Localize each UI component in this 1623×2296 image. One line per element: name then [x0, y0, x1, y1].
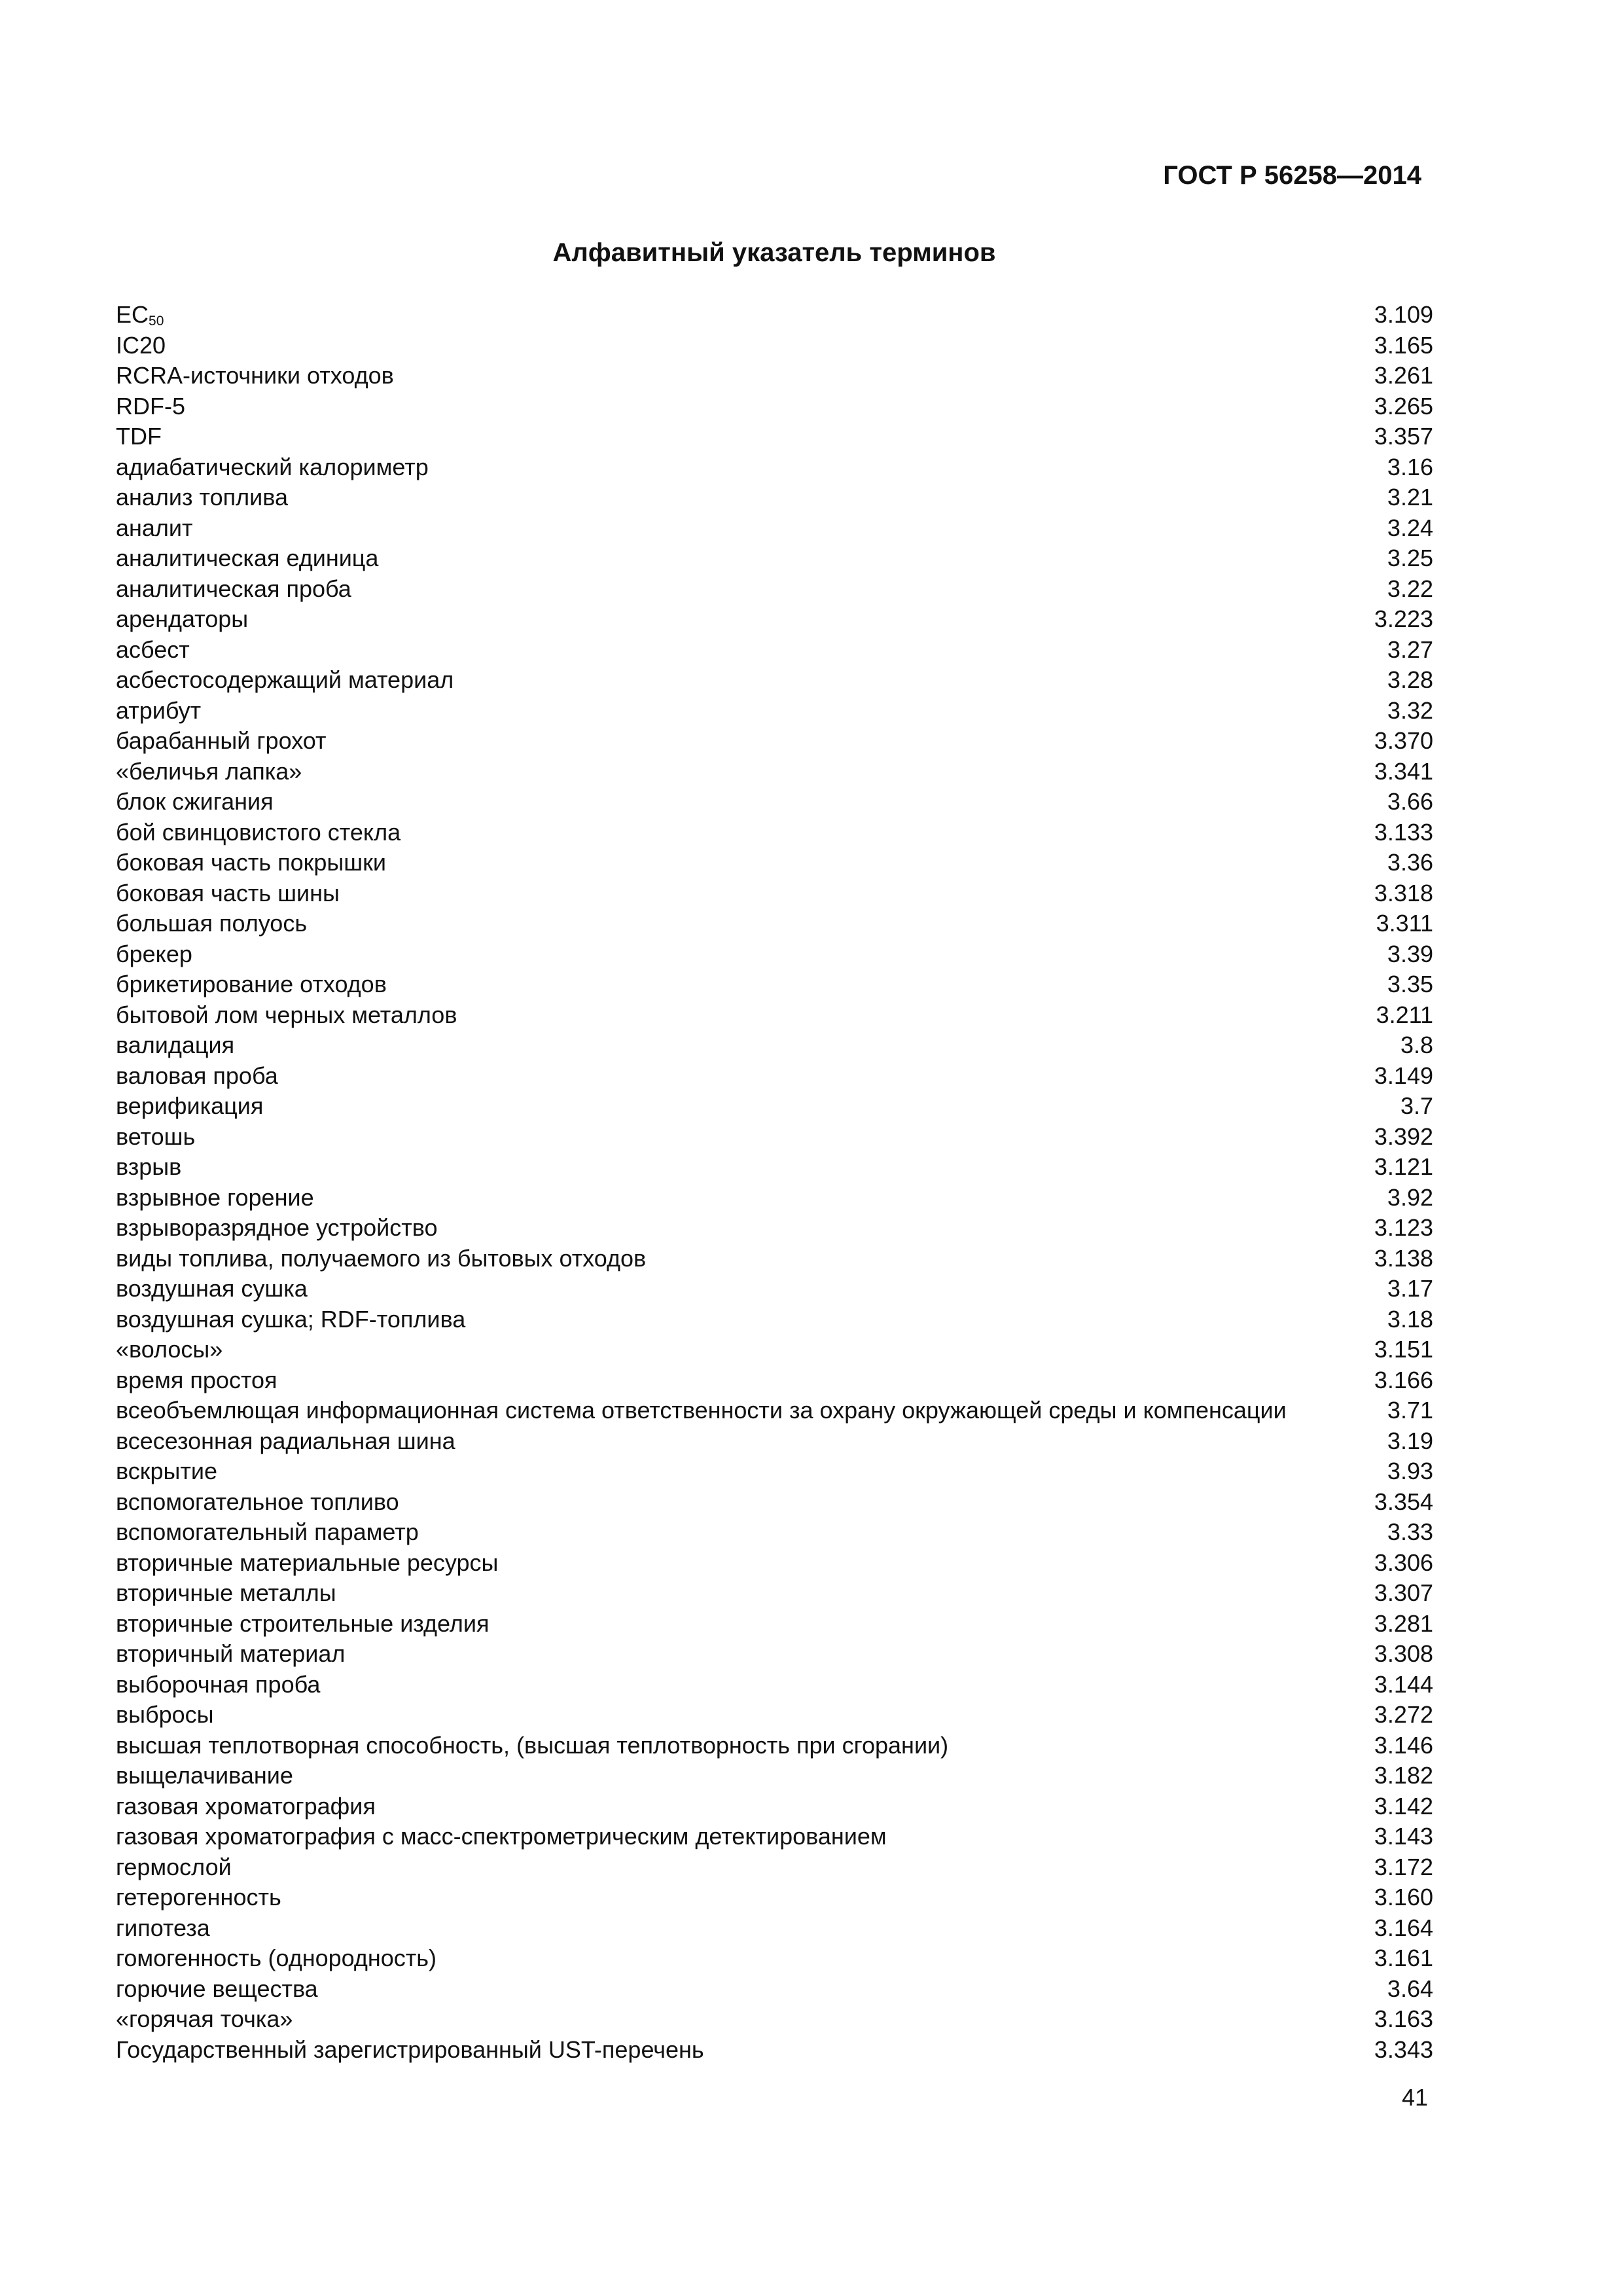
term-reference: 3.138: [1374, 1244, 1433, 1272]
term-label: время простоя: [116, 1366, 277, 1393]
term-entry: [116, 1821, 1433, 1852]
term-label: $EC_{50}$: [116, 301, 164, 329]
term-index-list: [116, 300, 1433, 2065]
term-reference: 3.36: [1387, 849, 1433, 876]
term-entry: [116, 1731, 1433, 1761]
term-label: аналитическая проба: [116, 575, 351, 602]
term-entry: [116, 817, 1433, 848]
term-reference: 3.66: [1387, 788, 1433, 815]
term-entry: [116, 939, 1433, 970]
term-label: высшая теплотворная способность, (высшая теплотворность при сгорании): [116, 1731, 949, 1759]
term-entry: [116, 1913, 1433, 1944]
term-entry: [116, 1609, 1433, 1640]
term-label: «горячая точка»: [116, 2005, 293, 2032]
term-reference: 3.21: [1387, 484, 1433, 511]
standard-code: ГОСТ Р 56258—2014: [1163, 161, 1421, 190]
term-label: бой свинцовистого стекла: [116, 818, 401, 846]
term-reference: 3.24: [1387, 514, 1433, 541]
term-label: вторичные металлы: [116, 1579, 336, 1606]
term-reference: 3.392: [1374, 1122, 1433, 1150]
term-label: воздушная сушка; RDF-топлива: [116, 1305, 466, 1333]
term-label: большая полуось: [116, 910, 308, 937]
term-reference: 3.8: [1400, 1031, 1433, 1058]
term-entry: [116, 1061, 1433, 1092]
term-reference: 3.166: [1374, 1366, 1433, 1393]
term-label: бытовой лом черных металлов: [116, 1001, 457, 1028]
term-entry: [116, 878, 1433, 909]
term-reference: 3.19: [1387, 1427, 1433, 1454]
term-entry: [116, 1122, 1433, 1153]
term-reference: 3.161: [1374, 1945, 1433, 1971]
term-entry: [116, 1426, 1433, 1457]
term-label: всеобъемлющая информационная система ответственности за охрану окружающей среды и компенсации: [116, 1397, 1287, 1424]
term-label: газовая хроматография: [116, 1792, 376, 1820]
term-label: валидация: [116, 1031, 235, 1058]
term-entry: [116, 1304, 1433, 1335]
term-reference: 3.71: [1387, 1397, 1433, 1424]
term-reference: 3.39: [1387, 940, 1433, 967]
term-entry: [116, 848, 1433, 878]
term-label: боковая часть покрышки: [116, 849, 386, 876]
term-entry: [116, 787, 1433, 817]
term-entry: [116, 1974, 1433, 2005]
term-label: вторичный материал: [116, 1640, 346, 1667]
term-entry: [116, 1882, 1433, 1913]
term-entry: [116, 635, 1433, 666]
term-reference: 3.265: [1374, 392, 1433, 420]
term-label: выборочная проба: [116, 1670, 321, 1698]
term-entry: [116, 331, 1433, 361]
term-reference: 3.308: [1374, 1640, 1433, 1667]
term-label: арендаторы: [116, 605, 249, 632]
term-reference: 3.17: [1387, 1275, 1433, 1302]
term-reference: 3.16: [1387, 453, 1433, 480]
term-entry: [116, 1517, 1433, 1548]
term-label: брекер: [116, 940, 192, 967]
term-reference: 3.163: [1374, 2005, 1433, 2032]
term-entry: [116, 604, 1433, 635]
term-entry: [116, 1365, 1433, 1396]
term-entry: [116, 1670, 1433, 1700]
term-reference: 3.32: [1387, 696, 1433, 724]
term-reference: 3.164: [1374, 1914, 1433, 1941]
term-reference: 3.165: [1374, 331, 1433, 359]
term-label: адиабатический калориметр: [116, 453, 429, 480]
term-reference: 3.133: [1374, 818, 1433, 846]
term-label: боковая часть шины: [116, 879, 340, 906]
term-reference: 3.144: [1374, 1670, 1433, 1698]
term-entry: [116, 1548, 1433, 1579]
term-label: гомогенность (однородность): [116, 1945, 437, 1971]
page-number: 41: [1401, 2084, 1428, 2111]
term-entry: [116, 1244, 1433, 1274]
term-label: вторичные строительные изделия: [116, 1609, 490, 1637]
term-label: ветошь: [116, 1122, 196, 1150]
term-entry: [116, 361, 1433, 391]
term-label: блок сжигания: [116, 788, 274, 815]
term-entry: [116, 1335, 1433, 1365]
term-subscript: 50: [149, 314, 164, 329]
term-reference: 3.18: [1387, 1305, 1433, 1333]
term-reference: 3.25: [1387, 545, 1433, 571]
term-reference: 3.28: [1387, 666, 1433, 693]
term-label: анализ топлива: [116, 484, 289, 511]
term-reference: 3.172: [1374, 1853, 1433, 1880]
term-reference: 3.7: [1400, 1092, 1433, 1119]
term-entry: [116, 513, 1433, 544]
term-entry: [116, 1091, 1433, 1122]
term-label: вторичные материальные ресурсы: [116, 1549, 499, 1576]
term-entry: [116, 300, 1433, 331]
term-reference: 3.146: [1374, 1731, 1433, 1759]
term-reference: 3.149: [1374, 1062, 1433, 1089]
term-label: взрыв: [116, 1153, 182, 1180]
term-label: Государственный зарегистрированный UST-перечень: [116, 2036, 704, 2063]
term-label: аналит: [116, 514, 193, 541]
term-entry: [116, 1456, 1433, 1487]
term-entry: [116, 1943, 1433, 1974]
term-entry: [116, 391, 1433, 422]
term-reference: 3.151: [1374, 1336, 1433, 1363]
term-entry: [116, 574, 1433, 605]
term-entry: [116, 726, 1433, 757]
term-label: RDF-5: [116, 392, 185, 420]
term-reference: 3.22: [1387, 575, 1433, 602]
term-label: всесезонная радиальная шина: [116, 1427, 455, 1454]
term-entry: [116, 1791, 1433, 1822]
term-entry: [116, 1761, 1433, 1791]
term-reference: 3.182: [1374, 1762, 1433, 1789]
term-reference: 3.357: [1374, 423, 1433, 450]
term-entry: [116, 1395, 1433, 1426]
term-label: гермослой: [116, 1853, 232, 1880]
term-reference: 3.160: [1374, 1884, 1433, 1910]
term-reference: 3.123: [1374, 1214, 1433, 1241]
term-entry: [116, 665, 1433, 696]
term-reference: 3.343: [1374, 2036, 1433, 2063]
term-label: гипотеза: [116, 1914, 210, 1941]
term-entry: [116, 908, 1433, 939]
term-reference: 3.354: [1374, 1488, 1433, 1515]
term-label: гетерогенность: [116, 1884, 281, 1910]
term-reference: 3.109: [1374, 301, 1433, 328]
term-label: вспомогательный параметр: [116, 1518, 419, 1545]
term-label: воздушная сушка: [116, 1275, 308, 1302]
term-entry: [116, 543, 1433, 574]
term-reference: 3.223: [1374, 605, 1433, 632]
term-entry: [116, 482, 1433, 513]
term-label: газовая хроматография с масс-спектрометрическим детектированием: [116, 1823, 887, 1850]
term-entry: [116, 2035, 1433, 2066]
term-label: брикетирование отходов: [116, 971, 387, 997]
term-label: виды топлива, получаемого из бытовых отходов: [116, 1244, 647, 1272]
term-reference: 3.211: [1376, 1001, 1433, 1028]
term-entry: [116, 757, 1433, 787]
term-label: выбросы: [116, 1701, 214, 1728]
term-reference: 3.27: [1387, 636, 1433, 663]
term-entry: [116, 1578, 1433, 1609]
term-reference: 3.35: [1387, 971, 1433, 997]
term-entry: [116, 452, 1433, 483]
term-label: асбест: [116, 636, 190, 663]
term-entry: [116, 1487, 1433, 1518]
term-label: RCRA-источники отходов: [116, 362, 394, 389]
term-reference: 3.281: [1374, 1609, 1433, 1637]
term-reference: 3.121: [1374, 1153, 1433, 1180]
term-entry: [116, 1852, 1433, 1883]
term-entry: [116, 1700, 1433, 1731]
term-entry: [116, 1639, 1433, 1670]
term-label: аналитическая единица: [116, 545, 379, 571]
term-entry: [116, 1274, 1433, 1304]
term-label: IC20: [116, 331, 166, 359]
term-entry: [116, 1030, 1433, 1061]
term-label: «волосы»: [116, 1336, 223, 1363]
term-reference: 3.143: [1374, 1823, 1433, 1850]
term-reference: 3.92: [1387, 1183, 1433, 1211]
term-reference: 3.311: [1376, 910, 1433, 937]
term-entry: [116, 696, 1433, 726]
term-entry: [116, 1213, 1433, 1244]
term-reference: 3.341: [1374, 757, 1433, 785]
term-label: верификация: [116, 1092, 264, 1119]
term-reference: 3.307: [1374, 1579, 1433, 1606]
term-reference: 3.64: [1387, 1975, 1433, 2002]
term-entry: [116, 1183, 1433, 1213]
term-reference: 3.93: [1387, 1458, 1433, 1484]
term-reference: 3.306: [1374, 1549, 1433, 1576]
term-label: барабанный грохот: [116, 727, 327, 754]
term-label: атрибут: [116, 696, 202, 724]
term-label: валовая проба: [116, 1062, 278, 1089]
term-entry: [116, 2004, 1433, 2035]
term-reference: 3.261: [1374, 362, 1433, 389]
term-reference: 3.318: [1374, 879, 1433, 906]
term-entry: [116, 422, 1433, 452]
term-label: «беличья лапка»: [116, 757, 302, 785]
term-entry: [116, 1000, 1433, 1031]
term-label: вскрытие: [116, 1458, 217, 1484]
term-reference: 3.272: [1374, 1701, 1433, 1728]
term-label: выщелачивание: [116, 1762, 293, 1789]
term-entry: [116, 1152, 1433, 1183]
term-label: TDF: [116, 423, 162, 450]
term-label: взрывное горение: [116, 1183, 314, 1211]
term-reference: 3.142: [1374, 1792, 1433, 1820]
page-title: Алфавитный указатель терминов: [552, 238, 996, 267]
term-entry: [116, 969, 1433, 1000]
term-reference: 3.33: [1387, 1518, 1433, 1545]
term-label: вспомогательное топливо: [116, 1488, 399, 1515]
term-label: взрыворазрядное устройство: [116, 1214, 438, 1241]
term-reference: 3.370: [1374, 727, 1433, 754]
term-label: асбестосодержащий материал: [116, 666, 454, 693]
term-label: горючие вещества: [116, 1975, 318, 2002]
